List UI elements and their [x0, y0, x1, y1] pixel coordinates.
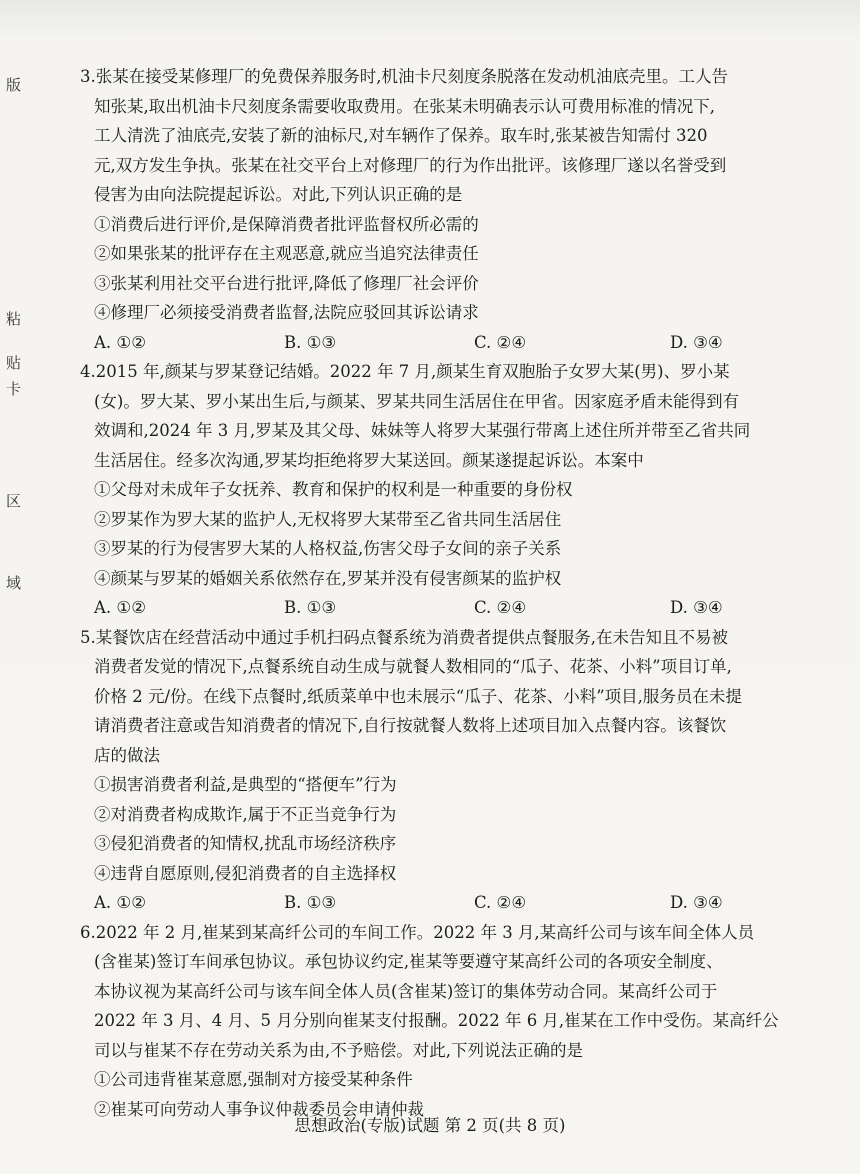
option-b: B. ①③ [284, 893, 337, 912]
option-c: C. ②④ [474, 332, 527, 352]
option-d: D. ③④ [670, 332, 723, 352]
option-d: D. ③④ [670, 893, 723, 912]
question-text-line: 价格 2 元/份。在线下点餐时,纸质菜单中也未展示“瓜子、花茶、小料”项目,服务员在未提 [94, 686, 742, 706]
statement: ①消费后进行评价,是保障消费者批评监督权所必需的 [94, 214, 479, 234]
question-text-line: 5.某餐饮店在经营活动中通过手机扫码点餐系统为消费者提供点餐服务,在未告知且不易被 [80, 627, 728, 647]
statement: ②对消费者构成欺诈,属于不正当竞争行为 [94, 804, 397, 824]
questions-body [80, 62, 824, 1124]
question-text-line: 工人清洗了油底壳,安装了新的油标尺,对车辆作了保养。取车时,张某被告知需付 320 [94, 126, 708, 145]
statement: ④颜某与罗某的婚姻关系依然存在,罗某并没有侵害颜某的监护权 [94, 568, 562, 588]
option-d: D. ③④ [670, 598, 723, 617]
option-c: C. ②④ [474, 598, 527, 617]
page-footer: 思想政治(专版)试题 第 2 页(共 8 页) [294, 1116, 566, 1135]
margin-mark: 卡 [6, 380, 22, 398]
margin-mark: 域 [6, 574, 22, 592]
margin-mark: 区 [6, 492, 22, 510]
answer-options [94, 888, 824, 918]
question-text-line: (女)。罗大某、罗小某出生后,与颜某、罗某共同生活居住在甲省。因家庭矛盾未能得到有 [94, 391, 740, 411]
answer-options [94, 593, 824, 623]
statement: ②崔某可向劳动人事争议仲裁委员会申请仲裁 [94, 1099, 424, 1119]
question-5 [80, 623, 824, 918]
question-text-line: 生活居住。经多次沟通,罗某均拒绝将罗大某送回。颜某遂提起诉讼。本案中 [94, 450, 644, 470]
question-3 [80, 62, 824, 357]
statement: ③张某利用社交平台进行批评,降低了修理厂社会评价 [94, 273, 479, 293]
statement: ④修理厂必须接受消费者监督,法院应驳回其诉讼请求 [94, 303, 479, 322]
question-text-line: 2022 年 3 月、4 月、5 月分别向崔某支付报酬。2022 年 6 月,崔某在工作中受伤。某高纤公 [94, 1011, 779, 1030]
statement: ③侵犯消费者的知情权,扰乱市场经济秩序 [94, 834, 397, 853]
option-b: B. ①③ [284, 332, 337, 352]
question-text-line: 4.2015 年,颜某与罗某登记结婚。2022 年 7 月,颜某生育双胞胎子女罗大某(男)、罗小某 [80, 362, 730, 381]
question-text-line: 知张某,取出机油卡尺刻度条需要收取费用。在张某未明确表示认可费用标准的情况下, [94, 96, 715, 116]
statement: ②罗某作为罗大某的监护人,无权将罗大某带至乙省共同生活居住 [94, 509, 562, 529]
question-text-line: 侵害为由向法院提起诉讼。对此,下列认识正确的是 [94, 185, 463, 204]
question-4 [80, 357, 824, 623]
option-a: A. ①② [94, 598, 146, 617]
question-text-line: 效调和,2024 年 3 月,罗某及其父母、妹妹等人将罗大某强行带离上述住所并带至乙省共同 [94, 421, 751, 440]
statement: ④违背自愿原则,侵犯消费者的自主选择权 [94, 863, 397, 883]
statement: ①损害消费者利益,是典型的“搭便车”行为 [94, 775, 397, 794]
margin-mark: 贴 [6, 354, 22, 372]
question-text-line: 消费者发觉的情况下,点餐系统自动生成与就餐人数相同的“瓜子、花茶、小料”项目订单, [94, 657, 732, 676]
question-text-line: 司以与崔某不存在劳动关系为由,不予赔偿。对此,下列说法正确的是 [94, 1040, 583, 1060]
question-text-line: 请消费者注意或告知消费者的情况下,自行按就餐人数将上述项目加入点餐内容。该餐饮 [94, 716, 727, 735]
margin-mark: 版 [6, 76, 22, 94]
question-text-line: 本协议视为某高纤公司与该车间全体人员(含崔某)签订的集体劳动合同。某高纤公司于 [94, 981, 718, 1001]
question-text-line: 3.张某在接受某修理厂的免费保养服务时,机油卡尺刻度条脱落在发动机油底壳里。工人告 [80, 67, 728, 86]
question-text-line: 6.2022 年 2 月,崔某到某高纤公司的车间工作。2022 年 3 月,某高纤公司与该车间全体人员 [80, 922, 755, 942]
question-text-line: (含崔某)签订车间承包协议。承包协议约定,崔某等要遵守某高纤公司的各项安全制度、 [94, 952, 723, 971]
option-a: A. ①② [94, 332, 146, 352]
statement: ①父母对未成年子女抚养、教育和保护的权利是一种重要的身份权 [94, 480, 573, 499]
option-a: A. ①② [94, 893, 146, 912]
statement: ②如果张某的批评存在主观恶意,就应当追究法律责任 [94, 244, 479, 263]
statement: ①公司违背崔某意愿,强制对方接受某种条件 [94, 1070, 413, 1089]
option-b: B. ①③ [284, 598, 337, 617]
option-c: C. ②④ [474, 893, 527, 912]
question-text-line: 元,双方发生争执。张某在社交平台上对修理厂的行为作出批评。该修理厂遂以名誉受到 [94, 155, 727, 175]
question-6 [80, 918, 824, 1125]
margin-mark: 粘 [6, 310, 22, 328]
answer-options [94, 328, 824, 358]
question-text-line: 店的做法 [94, 745, 160, 765]
statement: ③罗某的行为侵害罗大某的人格权益,伤害父母子女间的亲子关系 [94, 539, 562, 558]
